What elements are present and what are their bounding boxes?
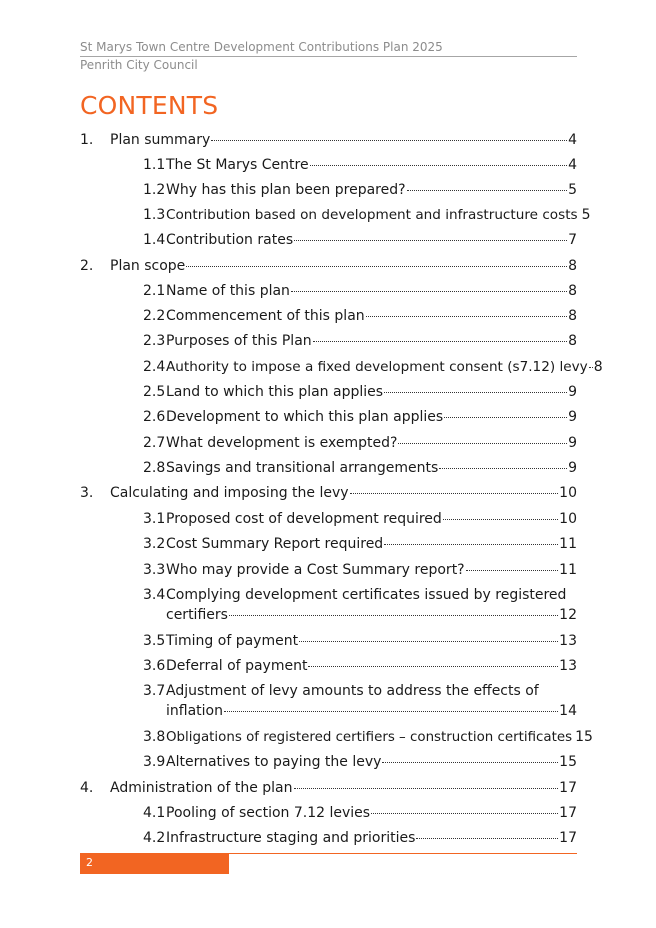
toc-item-1-4[interactable] bbox=[143, 231, 577, 249]
toc-number: 2. bbox=[80, 258, 94, 274]
toc-page: 4 bbox=[568, 157, 577, 173]
toc-leader bbox=[229, 615, 558, 616]
toc-number: 2.6 bbox=[143, 409, 166, 425]
toc-page: 11 bbox=[559, 562, 577, 578]
toc-item-3-2[interactable] bbox=[143, 535, 577, 553]
toc-number: 1.1 bbox=[143, 157, 166, 173]
toc-page: 8 bbox=[568, 258, 577, 274]
footer-page-number: 2 bbox=[86, 856, 93, 869]
header-rule bbox=[80, 56, 577, 57]
toc-section-1[interactable] bbox=[80, 131, 577, 149]
toc-page: 13 bbox=[559, 633, 577, 649]
toc-title: Calculating and imposing the levy bbox=[110, 485, 349, 501]
toc-title-line1: Adjustment of levy amounts to address the effects of bbox=[166, 683, 539, 699]
toc-leader bbox=[224, 711, 558, 712]
toc-leader bbox=[299, 641, 558, 642]
toc-item-2-3[interactable] bbox=[143, 332, 577, 350]
toc-leader bbox=[211, 140, 567, 141]
toc-item-2-8[interactable] bbox=[143, 459, 577, 477]
toc-number: 3.5 bbox=[143, 633, 166, 649]
toc-title: Who may provide a Cost Summary report? bbox=[166, 562, 465, 578]
toc-item-2-4[interactable] bbox=[143, 358, 603, 376]
toc-title: The St Marys Centre bbox=[166, 157, 309, 173]
toc-title: Land to which this plan applies bbox=[166, 384, 384, 400]
toc-leader bbox=[416, 838, 558, 839]
toc-leader bbox=[398, 443, 567, 444]
toc-title: Obligations of registered certifiers – construction certificates bbox=[166, 730, 573, 745]
toc-title: Contribution rates bbox=[166, 232, 294, 248]
toc-number: 2.5 bbox=[143, 384, 166, 400]
toc-page: 9 bbox=[568, 460, 577, 476]
toc-leader bbox=[186, 266, 567, 267]
toc-leader bbox=[366, 316, 567, 317]
toc-leader bbox=[291, 291, 567, 292]
toc-leader bbox=[444, 417, 567, 418]
toc-page: 11 bbox=[559, 536, 577, 552]
toc-item-3-5[interactable] bbox=[143, 632, 577, 650]
toc-title: Name of this plan bbox=[166, 283, 290, 299]
toc-leader bbox=[371, 813, 558, 814]
toc-number: 3.4 bbox=[143, 587, 166, 603]
contents-heading: CONTENTS bbox=[80, 91, 219, 120]
toc-number: 3.9 bbox=[143, 754, 166, 770]
toc-number: 2.7 bbox=[143, 435, 166, 451]
toc-item-4-2[interactable] bbox=[143, 829, 577, 847]
toc-leader bbox=[308, 666, 558, 667]
toc-number: 2.2 bbox=[143, 308, 166, 324]
toc-page: 10 bbox=[559, 485, 577, 501]
header-title: St Marys Town Centre Development Contributions Plan 2025 bbox=[80, 40, 443, 54]
toc-leader bbox=[350, 493, 559, 494]
toc-leader bbox=[573, 737, 574, 738]
toc-page: 8 bbox=[568, 283, 577, 299]
toc-number: 3.1 bbox=[143, 511, 166, 527]
toc-section-4[interactable] bbox=[80, 779, 577, 797]
toc-number: 3.8 bbox=[143, 729, 166, 745]
toc-number: 1.3 bbox=[143, 207, 166, 223]
toc-item-3-8[interactable] bbox=[143, 728, 593, 747]
toc-number: 2.8 bbox=[143, 460, 166, 476]
toc-page: 5 bbox=[568, 182, 577, 198]
toc-page: 13 bbox=[559, 658, 577, 674]
toc-number: 3. bbox=[80, 485, 94, 501]
toc-page: 5 bbox=[581, 207, 591, 223]
toc-leader bbox=[589, 367, 593, 368]
toc-page: 12 bbox=[559, 607, 577, 623]
toc-title: Administration of the plan bbox=[110, 780, 293, 796]
toc-item-1-2[interactable] bbox=[143, 181, 577, 199]
toc-page: 17 bbox=[559, 830, 577, 846]
toc-page: 7 bbox=[568, 232, 577, 248]
toc-title: What development is exempted? bbox=[166, 435, 398, 451]
toc-title: Pooling of section 7.12 levies bbox=[166, 805, 371, 821]
toc-number: 1.4 bbox=[143, 232, 166, 248]
toc-item-2-6[interactable] bbox=[143, 408, 577, 426]
toc-number: 3.7 bbox=[143, 683, 166, 699]
toc-page: 9 bbox=[568, 384, 577, 400]
toc-title: Contribution based on development and infrastructure costs bbox=[166, 207, 578, 223]
toc-number: 3.6 bbox=[143, 658, 166, 674]
toc-section-2[interactable] bbox=[80, 257, 577, 275]
toc-title: Alternatives to paying the levy bbox=[166, 754, 382, 770]
toc-item-2-5[interactable] bbox=[143, 383, 577, 401]
toc-page: 14 bbox=[559, 703, 577, 719]
toc-item-2-1[interactable] bbox=[143, 282, 577, 300]
toc-item-2-2[interactable] bbox=[143, 307, 577, 325]
toc-leader bbox=[310, 165, 568, 166]
toc-leader bbox=[384, 392, 567, 393]
toc-leader bbox=[443, 519, 558, 520]
toc-title: Commencement of this plan bbox=[166, 308, 365, 324]
toc-page: 17 bbox=[559, 780, 577, 796]
toc-item-3-1[interactable] bbox=[143, 510, 577, 528]
toc-number: 2.3 bbox=[143, 333, 166, 349]
toc-number: 1.2 bbox=[143, 182, 166, 198]
toc-number: 4. bbox=[80, 780, 94, 796]
toc-page: 8 bbox=[593, 359, 603, 375]
toc-number: 4.2 bbox=[143, 830, 166, 846]
toc-title: Development to which this plan applies bbox=[166, 409, 444, 425]
toc-leader bbox=[407, 190, 568, 191]
toc-page: 8 bbox=[568, 333, 577, 349]
toc-page: 10 bbox=[559, 511, 577, 527]
toc-title-line2: certifiers bbox=[166, 607, 228, 623]
toc-title-line1: Complying development certificates issued by registered bbox=[166, 587, 567, 603]
toc-title: Plan scope bbox=[110, 258, 186, 274]
toc-item-2-7[interactable] bbox=[143, 434, 577, 452]
toc-leader bbox=[439, 468, 567, 469]
toc-title: Authority to impose a fixed development consent (s7.12) levy bbox=[166, 359, 588, 375]
toc-title: Purposes of this Plan bbox=[166, 333, 312, 349]
toc-page: 15 bbox=[575, 729, 593, 745]
toc-item-3-7[interactable] bbox=[143, 682, 577, 720]
toc-number: 3.3 bbox=[143, 562, 166, 578]
toc-title: Proposed cost of development required bbox=[166, 511, 442, 527]
toc-leader bbox=[294, 240, 567, 241]
toc-title: Savings and transitional arrangements bbox=[166, 460, 439, 476]
toc-item-3-4[interactable] bbox=[143, 586, 577, 624]
header-organisation: Penrith City Council bbox=[80, 58, 198, 72]
toc-page: 8 bbox=[568, 308, 577, 324]
toc-title: Why has this plan been prepared? bbox=[166, 182, 406, 198]
toc-item-3-3[interactable] bbox=[143, 561, 577, 579]
toc-leader bbox=[294, 788, 559, 789]
toc-leader bbox=[466, 570, 559, 571]
toc-title-line2: inflation bbox=[166, 703, 223, 719]
toc-page: 17 bbox=[559, 805, 577, 821]
toc-item-3-9[interactable] bbox=[143, 753, 577, 771]
toc-leader bbox=[313, 341, 567, 342]
toc-leader bbox=[382, 762, 558, 763]
toc-title: Timing of payment bbox=[166, 633, 299, 649]
toc-page: 9 bbox=[568, 409, 577, 425]
toc-title: Infrastructure staging and priorities bbox=[166, 830, 416, 846]
footer-page-bar bbox=[80, 853, 229, 874]
toc-section-3[interactable] bbox=[80, 484, 577, 502]
toc-page: 9 bbox=[568, 435, 577, 451]
toc-number: 4.1 bbox=[143, 805, 166, 821]
toc-item-3-6[interactable] bbox=[143, 657, 577, 675]
toc-title: Cost Summary Report required bbox=[166, 536, 384, 552]
toc-item-1-1[interactable] bbox=[143, 156, 577, 174]
toc-leader bbox=[384, 544, 558, 545]
toc-number: 2.4 bbox=[143, 359, 166, 375]
toc-title: Plan summary bbox=[110, 132, 211, 148]
toc-number: 2.1 bbox=[143, 283, 166, 299]
toc-number: 3.2 bbox=[143, 536, 166, 552]
toc-leader bbox=[579, 215, 581, 216]
toc-title: Deferral of payment bbox=[166, 658, 308, 674]
toc-page: 15 bbox=[559, 754, 577, 770]
toc-item-1-3[interactable] bbox=[143, 206, 591, 224]
toc-item-4-1[interactable] bbox=[143, 804, 577, 822]
toc-number: 1. bbox=[80, 132, 94, 148]
toc-page: 4 bbox=[568, 132, 577, 148]
